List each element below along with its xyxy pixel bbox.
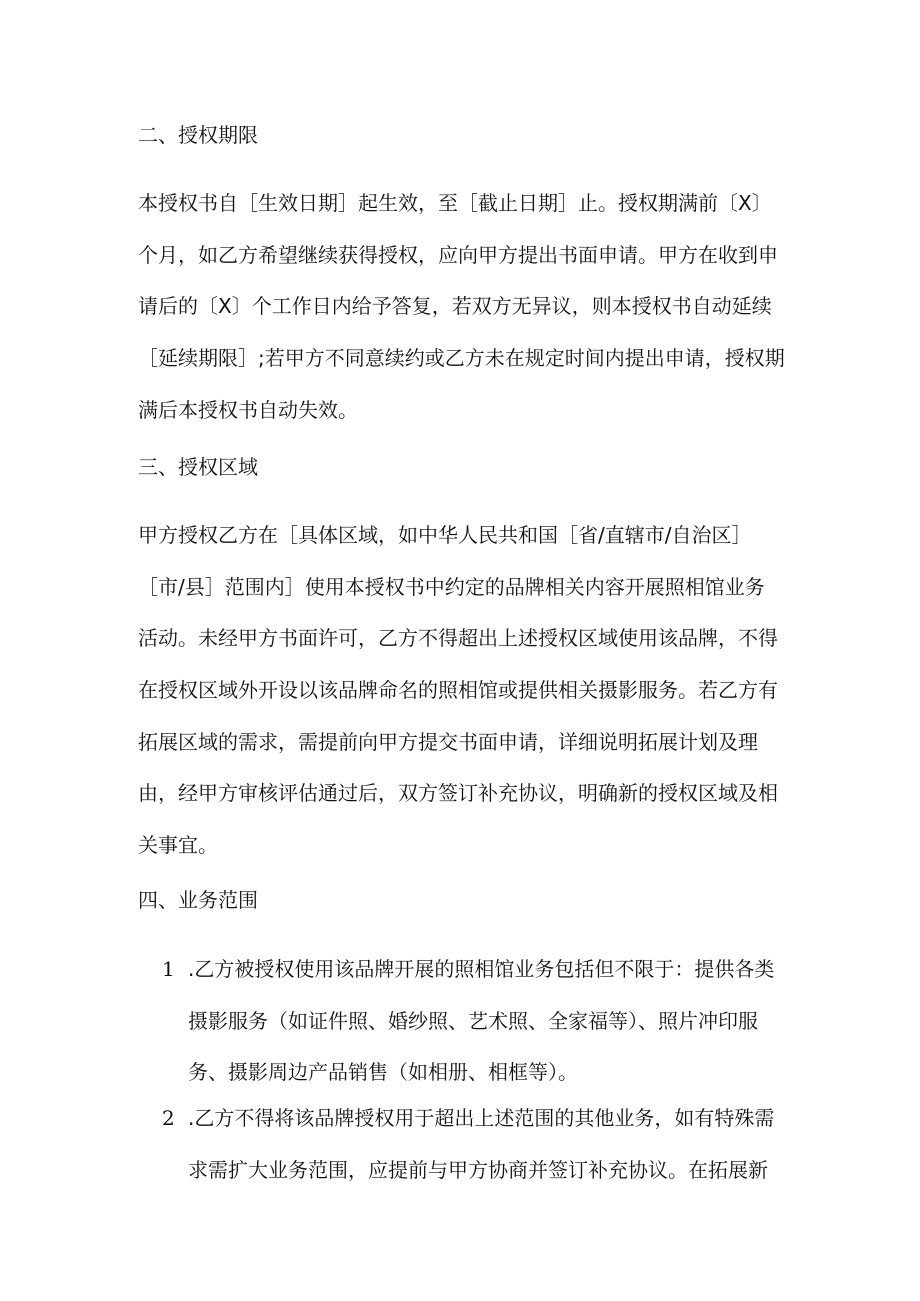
text-line: 满后本授权书自动失效。: [138, 397, 358, 422]
text-line: 由，经甲方审核评估通过后，双方签订补充协议，明确新的授权区域及相: [138, 781, 778, 806]
text-line: 摄影服务（如证件照、婚纱照、艺术照、全家福等）、照片冲印服: [188, 1008, 758, 1033]
list-item-number: 2: [162, 1106, 175, 1130]
text-line: .乙方被授权使用该品牌开展的照相馆业务包括但不限于：提供各类: [188, 957, 775, 981]
text-line: 个月，如乙方希望继续获得授权，应向甲方提出书面申请。甲方在收到申: [138, 242, 778, 267]
text-line: 求需扩大业务范围，应提前与甲方协商并签订补充协议。在拓展新: [188, 1157, 768, 1182]
text-line: 本授权书自［生效日期］起生效，至［截止日期］止。授权期满前〔X〕: [138, 191, 772, 215]
section-heading-term: 二、授权期限: [138, 123, 258, 147]
text-line: 务、摄影周边产品销售（如相册、相框等）。: [188, 1060, 578, 1085]
text-line: 关事宜。: [138, 833, 218, 858]
list-item-number: 1: [162, 957, 175, 981]
list-item-body: [188, 955, 788, 1110]
section-heading-scope: 四、业务范围: [138, 888, 258, 912]
text-line: ［市/县］范围内］使用本授权书中约定的品牌相关内容开展照相馆业务: [138, 574, 765, 599]
text-line: 请后的〔X〕个工作日内给予答复，若双方无异议，则本授权书自动延续: [138, 294, 772, 319]
text-line: .乙方不得将该品牌授权用于超出上述范围的其他业务，如有特殊需: [188, 1106, 775, 1130]
text-line: 拓展区域的需求，需提前向甲方提交书面申请，详细说明拓展计划及理: [138, 729, 758, 754]
text-line: 甲方授权乙方在［具体区域，如中华人民共和国［省/直辖市/自治区］: [138, 523, 752, 547]
paragraph-region: [138, 521, 784, 883]
section-heading-region: 三、授权区域: [138, 455, 258, 479]
text-line: ［延续期限］;若甲方不同意续约或乙方未在规定时间内提出申请，授权期: [138, 346, 785, 371]
text-line: 活动。未经甲方书面许可，乙方不得超出上述授权区域使用该品牌，不得: [138, 626, 778, 651]
paragraph-term: [138, 189, 784, 447]
text-line: 在授权区域外开设以该品牌命名的照相馆或提供相关摄影服务。若乙方有: [138, 678, 778, 703]
list-item-body: [188, 1104, 788, 1207]
